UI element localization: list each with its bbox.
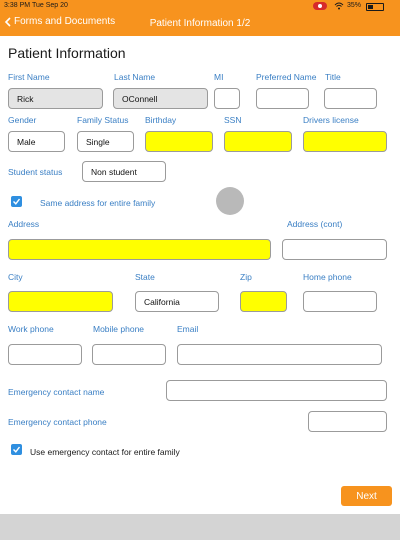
gender-label: Gender: [8, 115, 37, 125]
birthday-label: Birthday: [145, 115, 177, 125]
work-phone-field[interactable]: [8, 344, 82, 365]
ssn-label: SSN: [224, 115, 242, 125]
battery-icon: [366, 3, 384, 11]
emergency-phone-label: Emergency contact phone: [8, 417, 107, 427]
title-field[interactable]: [324, 88, 377, 109]
emergency-phone-field[interactable]: [308, 411, 387, 432]
mi-label: MI: [214, 72, 224, 82]
drivers-license-label: Drivers license: [303, 115, 359, 125]
checkmark-icon: [13, 446, 20, 453]
title-label: Title: [325, 72, 341, 82]
same-address-checkbox[interactable]: [11, 196, 22, 207]
status-date: Tue Sep 20: [32, 2, 68, 9]
address-cont-label: Address (cont): [287, 219, 343, 229]
student-status-select[interactable]: Non student: [82, 161, 166, 182]
drivers-license-field[interactable]: [303, 131, 387, 152]
city-field[interactable]: [8, 291, 113, 312]
mobile-phone-label: Mobile phone: [93, 324, 145, 334]
page-title: Patient Information: [8, 45, 126, 61]
checkmark-icon: [13, 198, 20, 205]
preferred-name-field[interactable]: [256, 88, 309, 109]
birthday-field[interactable]: [145, 131, 213, 152]
back-button-label: Forms and Documents: [14, 16, 116, 27]
address-cont-field[interactable]: [282, 239, 387, 260]
status-bar: [0, 0, 400, 12]
gender-select[interactable]: Male: [8, 131, 65, 152]
first-name-label: First Name: [8, 72, 50, 82]
mobile-phone-field[interactable]: [92, 344, 166, 365]
first-name-field[interactable]: Rick: [8, 88, 103, 109]
mi-field[interactable]: [214, 88, 240, 109]
zip-field[interactable]: [240, 291, 287, 312]
navigation-bar: [0, 12, 400, 36]
email-field[interactable]: [177, 344, 382, 365]
state-label: State: [135, 272, 155, 282]
bottom-tab-bar: [0, 514, 400, 540]
recording-icon: [313, 2, 327, 10]
use-emergency-label: Use emergency contact for entire family: [30, 447, 180, 457]
last-name-label: Last Name: [114, 72, 156, 82]
family-status-select[interactable]: Single: [77, 131, 134, 152]
emergency-name-label: Emergency contact name: [8, 387, 105, 397]
battery-percent: 35%: [347, 2, 362, 9]
home-phone-label: Home phone: [303, 272, 352, 282]
ssn-field[interactable]: [224, 131, 292, 152]
same-address-label: Same address for entire family: [40, 198, 156, 208]
nav-title: Patient Information 1/2: [149, 18, 251, 29]
work-phone-label: Work phone: [8, 324, 54, 334]
next-button[interactable]: Next: [341, 486, 392, 506]
use-emergency-checkbox[interactable]: [11, 444, 22, 455]
zip-label: Zip: [240, 272, 252, 282]
preferred-name-label: Preferred Name: [256, 72, 317, 82]
home-phone-field[interactable]: [303, 291, 377, 312]
emergency-name-field[interactable]: [166, 380, 387, 401]
city-label: City: [8, 272, 23, 282]
email-label: Email: [177, 324, 199, 334]
address-field[interactable]: [8, 239, 271, 260]
wifi-icon: [334, 2, 344, 10]
address-label: Address: [8, 219, 40, 229]
status-time: 3:38 PM: [4, 2, 31, 9]
family-status-label: Family Status: [77, 115, 129, 125]
touch-indicator: [216, 187, 244, 215]
last-name-field[interactable]: OConnell: [113, 88, 208, 109]
student-status-label: Student status: [8, 167, 63, 177]
state-select[interactable]: California: [135, 291, 219, 312]
